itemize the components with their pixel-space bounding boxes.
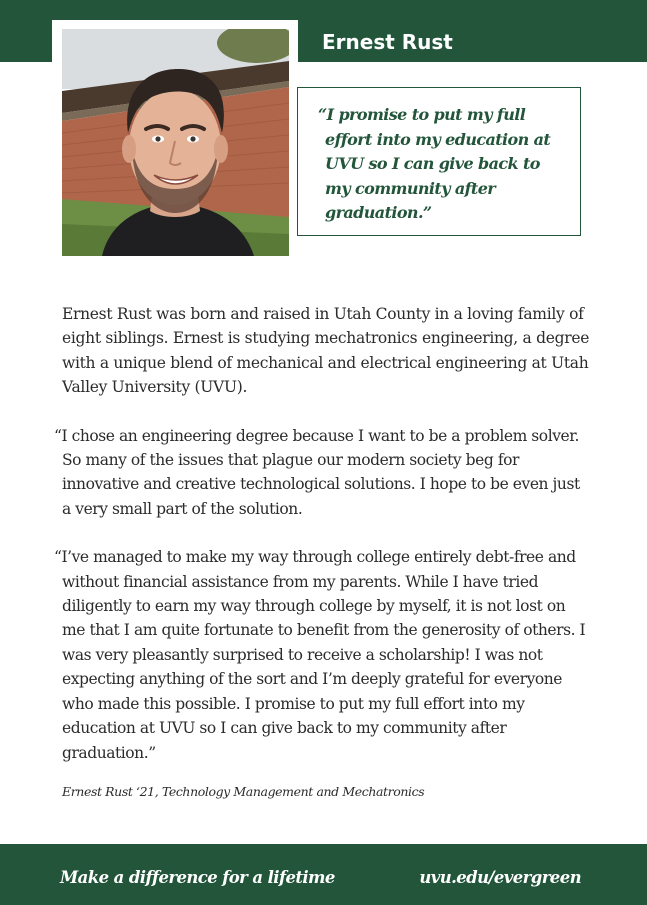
footer-url[interactable]: uvu.edu/evergreen xyxy=(419,868,581,887)
pull-quote: “I promise to put my full effort into my education at UVU so I can give back to my community after graduation.” xyxy=(318,105,551,222)
story-paragraph: “I’ve managed to make my way through college entirely debt-free and without financial assistance from my parents. While I have tried diligently to earn my way through college by myself, it is not lost on me that I am quite fortunate to benefit from the generosity of others. I was very pleasantly surprised to receive a scholarship! I was not expecting anything of the sort and I’m deeply grateful for everyone who made this possible. I promise to put my full effort into my education at UVU so I can give back to my community after graduation.” xyxy=(54,548,586,762)
footer-band xyxy=(0,844,647,905)
story-text xyxy=(54,302,590,765)
footer-tagline: Make a difference for a lifetime xyxy=(60,868,335,887)
story-paragraph: Ernest Rust was born and raised in Utah County in a loving family of eight siblings. Ernest is studying mechatronics engineering, a degree with a unique blend of mechanical and electrical engineering at Utah Valley University (UVU). xyxy=(62,305,590,397)
student-credit: Ernest Rust ‘21, Technology Management and Mechatronics xyxy=(62,784,425,799)
story-paragraph: “I chose an engineering degree because I want to be a problem solver. So many of the issues that plague our modern society beg for innovative and creative technological solutions. I hope to be even just a very small part of the solution. xyxy=(54,426,580,518)
pull-quote-box xyxy=(297,87,581,236)
student-name: Ernest Rust xyxy=(322,30,453,54)
portrait-photo xyxy=(62,29,289,256)
